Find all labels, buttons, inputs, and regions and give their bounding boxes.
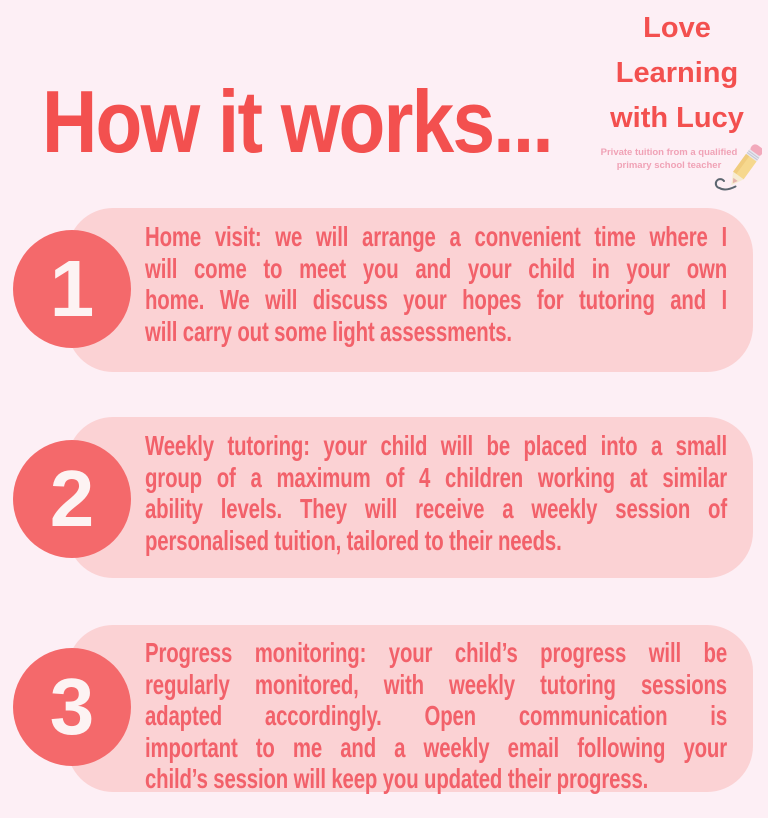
- step-3-text: [145, 637, 727, 795]
- step-text-line: adapted accordingly. Open communication is: [145, 700, 727, 731]
- pencil-icon-svg: [702, 140, 762, 200]
- step-text-line: Home visit: we will arrange a convenient time where I: [145, 221, 727, 252]
- step-1-number-badge: [13, 230, 131, 348]
- step-text-line: ability levels. They will receive a weekly session of: [145, 493, 727, 524]
- logo-line-2: Learning: [615, 57, 739, 89]
- logo-line-3: with Lucy: [610, 102, 744, 134]
- step-2-number-badge: [13, 440, 131, 558]
- step-2-number: 2: [49, 454, 95, 543]
- step-text-line: personalised tuition, tailored to their needs.: [145, 524, 562, 556]
- step-text-line: Weekly tutoring: your child will be placed into a small: [145, 430, 727, 461]
- step-3-number: 3: [49, 662, 95, 751]
- step-text-line: Progress monitoring: your child’s progress will be: [145, 637, 727, 668]
- page-title: How it works...: [42, 72, 552, 171]
- tagline-line-2: primary school teacher: [616, 160, 722, 171]
- step-1-text: [145, 221, 727, 347]
- step-text-line: will come to meet you and your child in your own: [145, 252, 727, 284]
- step-text-line: will carry out some light assessments.: [145, 315, 512, 347]
- step-2-text: [145, 430, 727, 556]
- step-text-line: important to me and a weekly email following your: [145, 731, 727, 763]
- step-text-line: group of a maximum of 4 children working at similar: [145, 461, 727, 493]
- step-1-number: 1: [49, 244, 95, 333]
- tagline-line-1: Private tuition from a qualified: [600, 147, 738, 158]
- step-text-line: regularly monitored, with weekly tutoring sessions: [145, 668, 727, 700]
- step-text-line: child’s session will keep you updated their progress.: [145, 763, 649, 794]
- logo-line-1: Love: [643, 12, 711, 44]
- logo: [594, 6, 760, 141]
- step-3-number-badge: [13, 648, 131, 766]
- pencil-icon: [702, 140, 762, 200]
- step-text-line: home. We will discuss your hopes for tutoring and I: [145, 284, 727, 315]
